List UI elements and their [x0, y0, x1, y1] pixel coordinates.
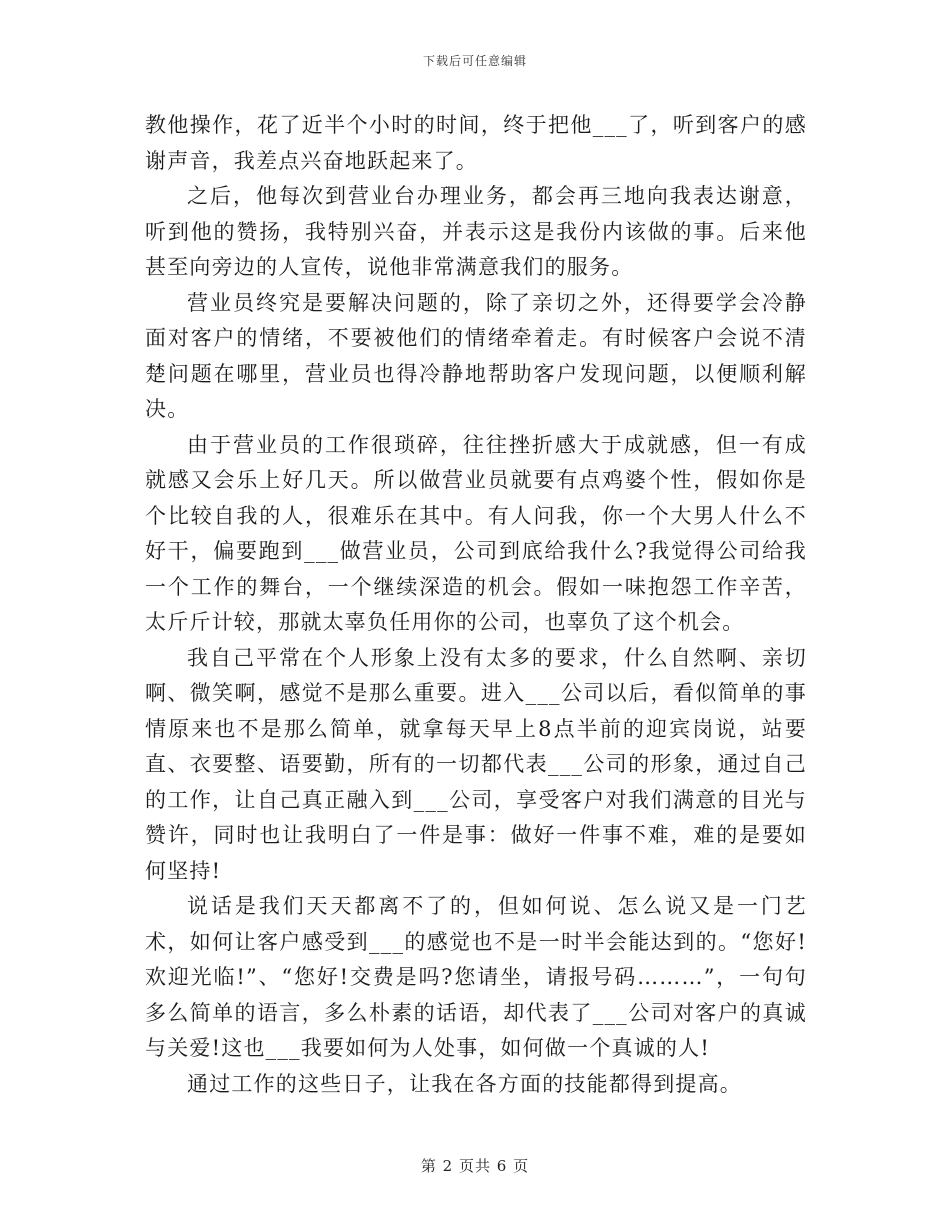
paragraph: 我自己平常在个人形象上没有太多的要求，什么自然啊、亲切啊、微笑啊，感觉不是那么重要。进入___公司以后，看似简单的事情原来也不是那么简单，就拿每天早上8点半前的迎宾岗说，站要直、衣要整、语要勤，所有的一切都代表___公司的形象，通过自己的工作，让自己真正融入到___公司，享受客户对我们满意的目光与赞许，同时也让我明白了一件是事：做好一件事不难，难的是要如何坚持! [145, 645, 807, 883]
paragraph: 通过工作的这些日子，让我在各方面的技能都得到提高。 [187, 1071, 742, 1096]
paragraph: 由于营业员的工作很琐碎，往往挫折感大于成就感，但一有成就感又会乐上好几天。所以做营业员就要有点鸡婆个性，假如你是个比较自我的人，很难乐在其中。有人问我，你一个大男人什么不好干，偏要跑到___做营业员，公司到底给我什么?我觉得公司给我一个工作的舞台，一个继续深造的机会。假如一味抱怨工作辛苦，太斤斤计较，那就太辜负任用你的公司，也辜负了这个机会。 [145, 432, 807, 634]
paragraph: 营业员终究是要解决问题的，除了亲切之外，还得要学会冷静面对客户的情绪，不要被他们的情绪牵着走。有时候客户会说不清楚问题在哪里，营业员也得冷静地帮助客户发现问题，以便顺利解决。 [145, 290, 807, 421]
paragraph: 说话是我们天天都离不了的，但如何说、怎么说又是一门艺术，如何让客户感受到___的感觉也不是一时半会能达到的。“您好!欢迎光临!”、“您好!交费是吗?您请坐，请报号码………”，一句句多么简单的语言，多么朴素的话语，却代表了___公司对客户的真诚与关爱!这也___我要如何为人处事，如何做一个真诚的人! [145, 894, 807, 1060]
page-header: 下载后可任意编辑 [422, 54, 527, 68]
paragraph: 教他操作，花了近半个小时的时间，终于把他___了，听到客户的感谢声音，我差点兴奋地跃起来了。 [145, 113, 807, 173]
page-footer: 第 2 页共 6 页 [420, 1157, 530, 1175]
document-body [145, 108, 807, 1102]
paragraph: 之后，他每次到营业台办理业务，都会再三地向我表达谢意，听到他的赞扬，我特别兴奋，并表示这是我份内该做的事。后来他甚至向旁边的人宣传，说他非常满意我们的服务。 [145, 184, 807, 279]
